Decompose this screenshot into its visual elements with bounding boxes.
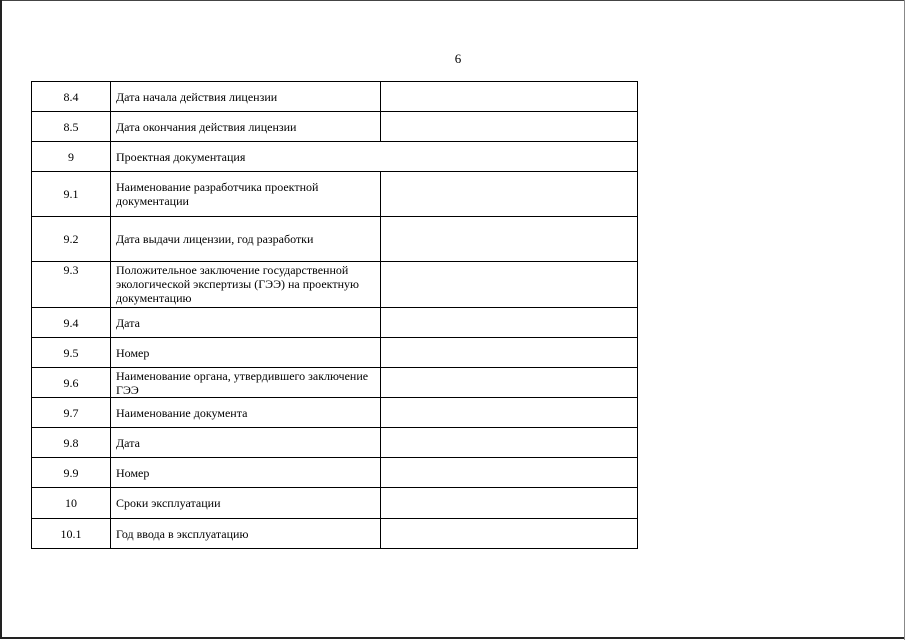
row-number: 9.3: [32, 262, 111, 308]
row-value-cell[interactable]: [381, 519, 638, 549]
row-label: Положительное заключение государственной экологической экспертизы (ГЭЭ) на проектную документацию: [111, 262, 381, 308]
section-label: Проектная документация: [111, 142, 638, 172]
row-number: 9.1: [32, 172, 111, 217]
table-row: [32, 172, 638, 217]
row-value-cell[interactable]: [381, 217, 638, 262]
table-row: [32, 112, 638, 142]
row-value-cell[interactable]: [381, 262, 638, 308]
row-label: Дата начала действия лицензии: [111, 82, 381, 112]
row-label: Наименование разработчика проектной документации: [111, 172, 381, 217]
row-label: Номер: [111, 458, 381, 488]
row-number: 8.5: [32, 112, 111, 142]
row-number: 9.4: [32, 308, 111, 338]
scan-edge-left: [0, 0, 2, 638]
table-row: [32, 262, 638, 308]
table-row: [32, 338, 638, 368]
table-row: [32, 398, 638, 428]
row-value-cell[interactable]: [381, 488, 638, 519]
license-table: [31, 81, 638, 549]
row-label: Наименование документа: [111, 398, 381, 428]
row-label: Дата: [111, 428, 381, 458]
row-label: Дата окончания действия лицензии: [111, 112, 381, 142]
row-label: Дата выдачи лицензии, год разработки: [111, 217, 381, 262]
table-row: [32, 488, 638, 519]
row-number: 9.6: [32, 368, 111, 398]
row-number: 9.8: [32, 428, 111, 458]
scan-edge-top: [0, 0, 905, 1]
row-number: 9.7: [32, 398, 111, 428]
row-value-cell[interactable]: [381, 172, 638, 217]
row-number: 10: [32, 488, 111, 519]
page-number: 6: [454, 51, 462, 66]
row-number: 9.5: [32, 338, 111, 368]
scan-edge-bottom: [0, 637, 905, 639]
row-number: 9.9: [32, 458, 111, 488]
table-row: [32, 368, 638, 398]
row-label: Сроки эксплуатации: [111, 488, 381, 519]
row-label: Дата: [111, 308, 381, 338]
table-row: [32, 82, 638, 112]
row-value-cell[interactable]: [381, 82, 638, 112]
table-row: [32, 308, 638, 338]
table-row: [32, 519, 638, 549]
row-value-cell[interactable]: [381, 458, 638, 488]
table-row: [32, 428, 638, 458]
row-number: 10.1: [32, 519, 111, 549]
row-value-cell[interactable]: [381, 428, 638, 458]
row-label: Номер: [111, 338, 381, 368]
row-number: 9.2: [32, 217, 111, 262]
row-value-cell[interactable]: [381, 112, 638, 142]
row-value-cell[interactable]: [381, 368, 638, 398]
row-label: Наименование органа, утвердившего заключение ГЭЭ: [111, 368, 381, 398]
table-row: [32, 458, 638, 488]
row-label: Год ввода в эксплуатацию: [111, 519, 381, 549]
table-row-section: [32, 142, 638, 172]
row-value-cell[interactable]: [381, 338, 638, 368]
table-row: [32, 217, 638, 262]
row-number: 9: [32, 142, 111, 172]
row-value-cell[interactable]: [381, 308, 638, 338]
row-number: 8.4: [32, 82, 111, 112]
row-value-cell[interactable]: [381, 398, 638, 428]
